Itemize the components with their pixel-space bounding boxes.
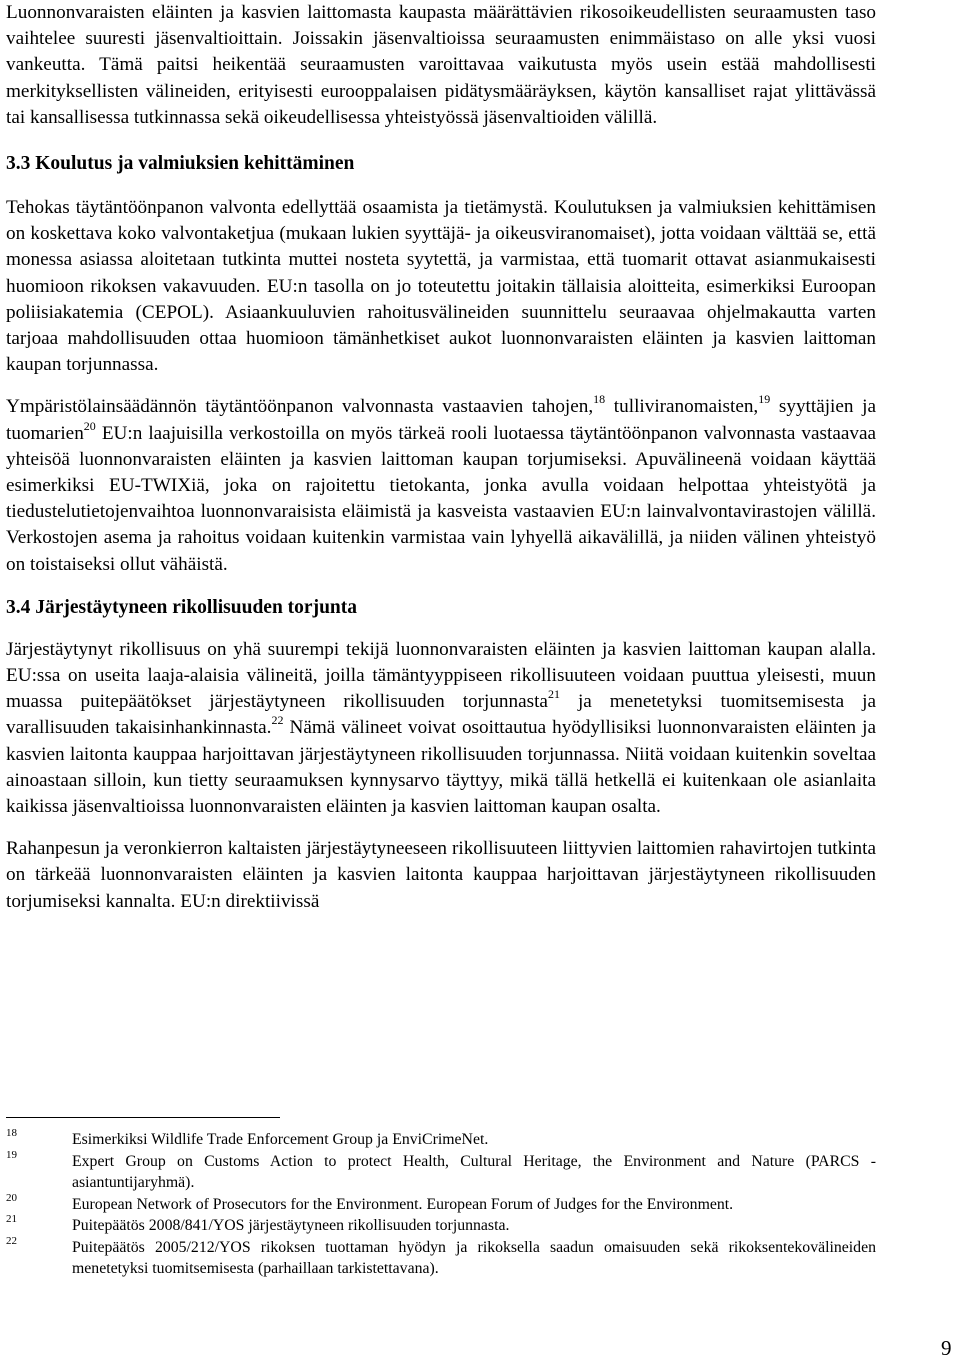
footnote-number: 18 <box>6 1127 17 1139</box>
paragraph-text: Nämä välineet voivat osoittautua hyödyllisiksi luonnonvaraisten eläinten ja kasvien laitonta kauppaa harjoittavan järjestäytyneen rikollisuuden torjunnassa. Niitä voidaan kuitenkin soveltaa ainoastaan silloin, kun tietty seuraamuksen kynnysarvo täyttyy, mikä tällä hetkellä ei kuitenkaan ole asianlaita kaikissa jäsenvaltioissa luonnonvaraisten eläinten ja kasvien laittoman kaupan osalta. <box>6 717 876 818</box>
section-heading-3-4: 3.4 Järjestäytyneen rikollisuuden torjunta <box>6 596 357 618</box>
paragraph-text: EU:n laajuisilla verkostoilla on myös tärkeä rooli luotaessa täytäntöönpanon valvonnasta vastaavaa yhteisöä luonnonvaraisten eläinten ja kasvien laittoman kaupan torjumiseksi. Apuvälineenä voidaan käyttää esimerkiksi EU-TWIXiä, joka on rajoitettu tietokanta, jonka avulla voidaan helpottaa yhteistyötä ja tiedustelutietojenvaihtoa luonnonvaraisista eläimistä ja kasveista vastaavien EU:n lainvalvontavirastojen välillä. Verkostojen asema ja rahoitus voidaan kuitenkin varmistaa vain lyhyellä aikavälillä, ja niiden välinen yhteistyö on toistaiseksi ollut vähäistä. <box>6 422 876 575</box>
footnote-text: Puitepäätös 2008/841/YOS järjestäytyneen rikollisuuden torjunnasta. <box>72 1217 510 1234</box>
footnote-text: Puitepäätös 2005/212/YOS rikoksen tuottaman hyödyn ja rikoksella saadun omaisuuden sekä rikoksentekovälineiden menetetyksi tuomitsemisesta (parhaillaan tarkistettavana). <box>72 1238 876 1277</box>
document-page <box>6 0 876 915</box>
footnote-20 <box>6 1191 876 1216</box>
paragraph-text: syyttäjien ja tuomarien <box>6 396 876 444</box>
paragraph-money-laundering: Rahanpesun ja veronkierron kaltaisten järjestäytyneeseen rikollisuuteen liittyvien laittomien rahavirtojen tutkinta on tärkeää luonnonvaraisten eläinten ja kasvien laitonta kauppaa harjoittavan järjestäytyneen rikollisuuden torjumiseksi kannalta. EU:n direktiivissä <box>6 838 876 912</box>
paragraph-networks <box>6 394 876 577</box>
footnote-number: 19 <box>6 1148 17 1161</box>
footnote-19 <box>6 1148 876 1194</box>
footnote-22 <box>6 1234 876 1280</box>
footnote-text: Esimerkiksi Wildlife Trade Enforcement Group ja EnviCrimeNet. <box>72 1131 489 1148</box>
paragraph-training: Tehokas täytäntöönpanon valvonta edellyttää osaamista ja tietämystä. Koulutuksen ja valmiuksien kehittämisen on koskettava koko valvontaketjua (mukaan lukien syyttäjä- ja oikeusviranomaiset), jotta voidaan välttää se, että monessa asiassa aloitetaan tutkinta muttei nosteta syytettä, ja varmistaa, että tuomarit ottavat asianmukaisesti huomioon rikoksen vakavuuden. EU:n tasolla on jo toteutettu joitakin tällaisia aloitteita, esimerkiksi Euroopan poliisiakatemia (CEPOL). Asiaankuuluvien rahoitusvälineiden suunnittelu seuraavaa ohjelmakautta varten tarjoaa mahdollisuuden ottaa huomioon tämänhetkiset aukot luonnonvaraisten eläinten ja kasvien laittoman kaupan torjunnassa. <box>6 197 876 376</box>
section-heading-3-3: 3.3 Koulutus ja valmiuksien kehittäminen <box>6 153 355 175</box>
paragraph-organised-crime <box>6 637 876 820</box>
paragraph-text: Järjestäytynyt rikollisuus on yhä suurempi tekijä luonnonvaraisten eläinten ja kasvien laittoman kaupan alalla. EU:ssa on useita laaja-alaisia välineitä, joilla tämäntyyppiseen rikollisuuteen voidaan puuttua yleisesti, muun muassa puitepäätökset järjestäytyneen rikollisuuden torjunnasta <box>6 638 876 713</box>
footnote-ref-20: 20 <box>83 418 96 433</box>
paragraph-text: tulliviranomaisten, <box>605 396 759 418</box>
footnote-ref-19: 19 <box>758 392 771 407</box>
footnote-separator <box>6 1117 280 1118</box>
footnote-number: 22 <box>6 1234 17 1247</box>
footnote-text: Expert Group on Customs Action to protect Health, Cultural Heritage, the Environment and Nature (PARCS -asiantuntijaryhmä). <box>72 1152 876 1191</box>
footnote-number: 21 <box>6 1213 17 1225</box>
paragraph-text: ja menetetyksi tuomitsemisesta ja varallisuuden takaisinhankinnasta. <box>6 691 876 739</box>
footnote-18 <box>6 1129 876 1151</box>
paragraph-penalties: Luonnonvaraisten eläinten ja kasvien laittomasta kaupasta määrättävien rikosoikeudellisten seuraamusten taso vaihtelee suuresti jäsenvaltioittain. Joissakin jäsenvaltioissa seuraamusten enimmäistaso on alle yksi vuosi vankeutta. Tämä paitsi heikentää seuraamusten varoittavaa vaikutusta myös usein estää mahdollisesti merkityksellisten välineiden, erityisesti eurooppalaisen pidätysmääräyksen, käytön kansalliset rajat ylittävässä tai kansallisessa tutkinnassa sekä oikeudellisessa yhteistyössä jäsenvaltioiden välillä. <box>6 2 876 128</box>
footnote-number: 20 <box>6 1191 17 1204</box>
footnotes <box>6 1129 876 1280</box>
page-number: 9 <box>941 1336 952 1360</box>
footnote-text: European Network of Prosecutors for the Environment. European Forum of Judges for the Environment. <box>72 1195 734 1213</box>
footnote-ref-22: 22 <box>271 713 284 728</box>
footnote-21 <box>6 1215 876 1237</box>
paragraph-text: Ympäristölainsäädännön täytäntöönpanon valvonnasta vastaavien tahojen, <box>6 396 594 418</box>
footnote-ref-21: 21 <box>547 687 560 702</box>
footnote-ref-18: 18 <box>593 392 606 407</box>
